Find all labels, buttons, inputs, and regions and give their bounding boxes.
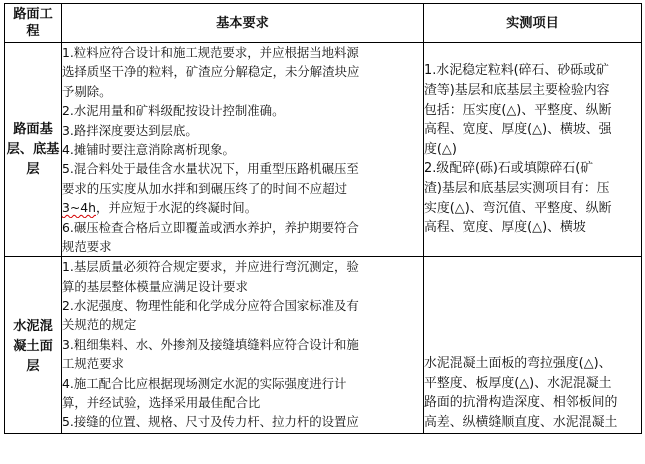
req-line: 6.碾压检查合格后立即覆盖或洒水养护，养护期要符合 [62, 219, 359, 235]
meas-line: 高程、宽度、厚度(△)、横坡 [424, 220, 586, 236]
header-requirements: 基本要求 [62, 4, 424, 43]
req-line: 算的基层整体模量应满足设计要求 [62, 278, 248, 294]
table-row-concrete-layer [5, 257, 642, 433]
meas-line: 路面的抗滑构造深度、相邻板间的 [424, 395, 618, 411]
table-row-base-layer [5, 43, 642, 257]
pavement-spec-table [4, 3, 642, 434]
req-line: 5.混合料处于最佳含水量状况下，用重型压路机碾压至 [62, 161, 359, 177]
meas-line: 2.级配碎(砾)石或填隙碎石(矿 [424, 161, 594, 177]
meas-line: 高差、纵横缝顺直度、水泥混凝土 [424, 415, 618, 431]
req-line: 3.粗细集料、水、外掺剂及接缝填缝料应符合设计和施 [62, 336, 359, 352]
req-line: 规范要求 [62, 238, 112, 254]
req-line: 4.施工配合比应根据现场测定水泥的实际强度进行计 [62, 375, 347, 391]
req-line: 3.路拌深度要达到层底。 [62, 122, 198, 138]
header-row [5, 4, 642, 43]
blank-line [424, 315, 641, 334]
req-line: 予剔除。 [62, 83, 112, 99]
section-base-layer-line-2: 层、底基 [6, 141, 60, 157]
blank-line [424, 277, 641, 296]
req-line: 5.接缝的位置、规格、尺寸及传力杆、拉力杆的设置应 [62, 414, 359, 430]
req-line: 算，并经试验，选择采用最佳配合比 [62, 395, 261, 411]
time-limit-text: ，并应短于水泥的终凝时间。 [96, 200, 258, 216]
req-line: 关规范的规定 [62, 317, 137, 333]
section-concrete-layer-line-1: 水泥混 [13, 319, 53, 335]
section-concrete-layer-line-2: 凝土面 [13, 339, 53, 355]
req-line: 工规范要求 [62, 356, 124, 372]
blank-line [424, 296, 641, 315]
meas-line: 渣)基层和底基层实测项目有：压 [424, 181, 610, 197]
base-layer-measurements [424, 43, 642, 257]
meas-line: 平整度、板厚度(△)、水泥混凝土 [424, 375, 612, 391]
header-section [5, 4, 62, 43]
meas-line: 高程、宽度、厚度(△)、横坡、强 [424, 122, 612, 138]
meas-line: 度(△) [424, 141, 457, 157]
section-base-layer-line-3: 层 [26, 161, 40, 177]
req-line: 2.水泥用量和矿料级配按设计控制准确。 [62, 103, 285, 119]
header-measurements: 实测项目 [424, 4, 642, 43]
req-line: 2.水泥强度、物理性能和化学成分应符合国家标准及有 [62, 298, 359, 314]
req-line-time-limit [62, 198, 423, 217]
section-concrete-layer [5, 257, 62, 433]
concrete-layer-requirements [62, 257, 424, 433]
header-section-line-2: 程 [26, 24, 40, 39]
meas-line: 实度(△)、弯沉值、平整度、纵断 [424, 200, 612, 216]
req-line: 1.粒料应符合设计和施工规范要求，并应根据当地料源 [62, 45, 359, 60]
section-base-layer [5, 43, 62, 257]
time-limit-value: 3~4h [62, 200, 97, 216]
blank-line [424, 335, 641, 354]
req-line: 4.摊铺时要注意消除离析现象。 [62, 141, 235, 157]
meas-line: 1.水泥稳定粒料(碎石、砂砾或矿 [424, 63, 609, 79]
req-line: 要求的压实度从加水拌和到碾压终了的时间不应超过 [62, 180, 347, 196]
concrete-layer-measurements [424, 257, 642, 433]
header-section-line-1: 路面工 [13, 7, 53, 22]
blank-line [424, 257, 641, 276]
meas-line: 包括：压实度(△)、平整度、纵断 [424, 102, 612, 118]
req-line: 1.基层质量必须符合规定要求，并应进行弯沉测定，验 [62, 259, 359, 275]
meas-line: 渣等)基层和底基层主要检验内容 [424, 83, 610, 99]
req-line: 选择质坚干净的粒料，矿渣应分解稳定，未分解渣块应 [62, 64, 360, 80]
section-concrete-layer-line-3: 层 [26, 359, 40, 375]
section-base-layer-line-1: 路面基 [13, 121, 53, 137]
base-layer-requirements [62, 43, 424, 257]
meas-line: 水泥混凝土面板的弯拉强度(△)、 [424, 356, 612, 372]
